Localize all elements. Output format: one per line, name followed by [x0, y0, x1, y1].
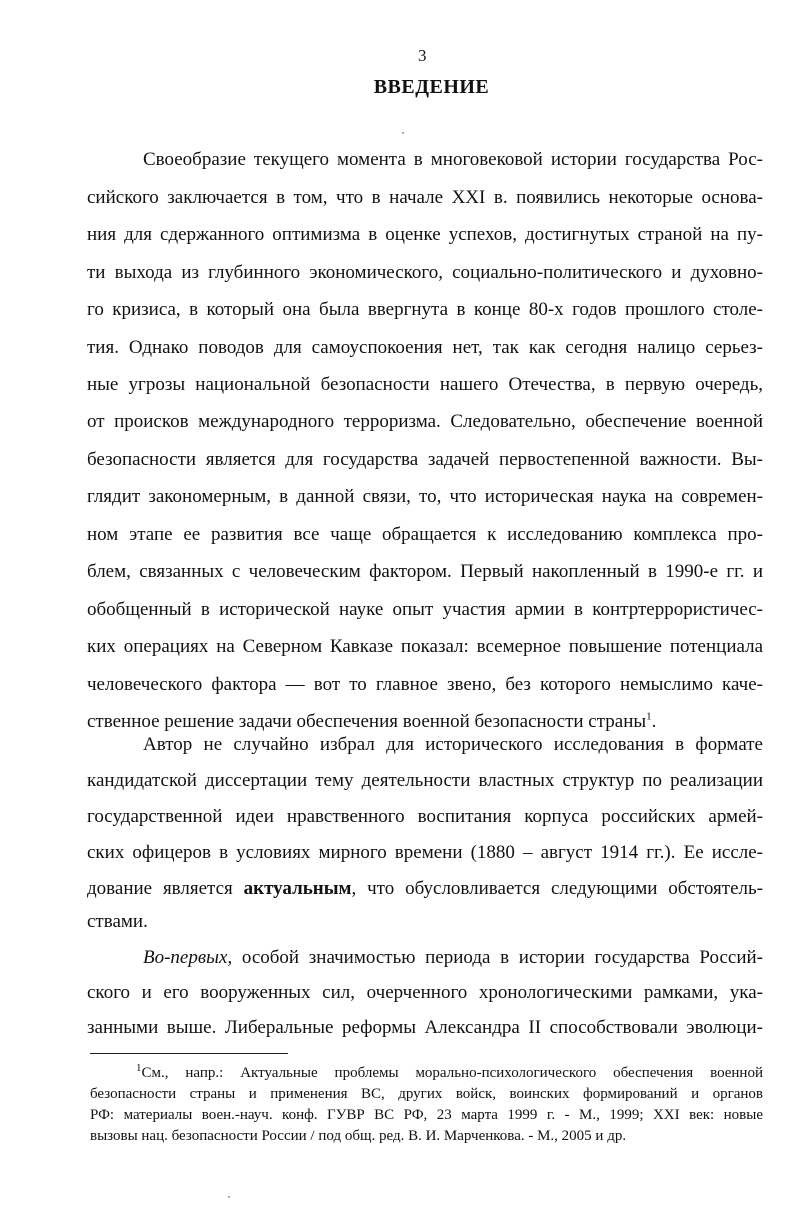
body-line: человеческого фактора — вот то главное звено, без которого немыслимо каче-: [87, 674, 763, 695]
body-line: ственное решение задачи обеспечения военной безопасности страны$^1$.: [87, 710, 657, 732]
body-line: ствами.: [87, 911, 148, 932]
footnote-separator: [90, 1053, 288, 1054]
emphasis-bold: актуальным: [243, 878, 352, 899]
body-line: ти выхода из глубинного экономического, социально-политического и духовно-: [87, 262, 763, 283]
body-line: го кризиса, в который она была ввергнута в конце 80-х годов прошлого столе-: [87, 299, 763, 320]
scan-speck: [228, 1196, 230, 1198]
body-line: занными выше. Либеральные реформы Александра II способствовали эволюци-: [87, 1017, 763, 1038]
body-line-text: особой значимостью периода в истории государства Россий-: [241, 947, 763, 968]
body-line: сийского заключается в том, что в начале XXI в. появились некоторые основа-: [87, 187, 763, 208]
footnote-reference[interactable]: 1: [646, 710, 652, 723]
body-line: тия. Однако поводов для самоуспокоения нет, так как сегодня налицо серьез-: [87, 337, 763, 358]
body-line: от происков международного терроризма. Следовательно, обеспечение военной: [87, 411, 763, 432]
page-title: ВВЕДЕНИЕ: [373, 76, 490, 98]
body-line: блем, связанных с человеческим фактором. Первый накопленный в 1990-е гг. и: [87, 561, 763, 582]
body-line: [87, 872, 763, 906]
page-number: 3: [418, 46, 427, 65]
body-line: ные угрозы национальной безопасности нашего Отечества, в первую очередь,: [87, 374, 763, 395]
body-line-text: ственное решение задачи обеспечения военной безопасности страны: [87, 711, 647, 732]
body-line: ского и его вооруженных сил, очерченного хронологическими рамками, ука-: [87, 982, 763, 1003]
body-line: ких операциях на Северном Кавказе показал: всемерное повышение потенциала: [87, 636, 763, 657]
body-line: [143, 941, 763, 975]
body-line: ном этапе ее развития все чаще обращается к исследованию комплекса про-: [87, 524, 763, 545]
body-line: кандидатской диссертации тему деятельности властных структур по реализации: [87, 770, 763, 791]
body-line: Своеобразие текущего момента в многовековой истории государства Рос-: [143, 149, 763, 170]
footnote-line: безопасности страны и применения ВС, других войск, воинских формирований и органов: [90, 1086, 763, 1102]
body-line: ния для сдержанного оптимизма в оценке успехов, достигнутых страной на пу-: [87, 224, 763, 245]
body-line: государственной идеи нравственного воспитания корпуса российских армей-: [87, 806, 763, 827]
body-line: глядит закономерным, в данной связи, то, что историческая наука на современ-: [87, 486, 763, 507]
emphasis-italic: Во-первых,: [143, 947, 233, 968]
body-line-text: дование является: [87, 878, 233, 899]
footnote-line: вызовы нац. безопасности России / под общ. ред. В. И. Марченкова. - М., 2005 и др.: [90, 1128, 627, 1144]
body-line: обобщенный в исторической науке опыт участия армии в контртеррористичес-: [87, 599, 763, 620]
body-line: безопасности является для государства задачей первостепенной важности. Вы-: [87, 449, 763, 470]
footnote-line: РФ: материалы воен.-науч. конф. ГУВР ВС РФ, 23 марта 1999 г. - М., 1999; XXI век: новые: [90, 1107, 763, 1123]
body-line: ских офицеров в условиях мирного времени (1880 – август 1914 гг.). Ее иссле-: [87, 842, 763, 863]
body-line: Автор не случайно избрал для исторического исследования в формате: [143, 734, 763, 755]
footnote-number: 1: [136, 1062, 142, 1074]
footnote-line: [136, 1063, 763, 1083]
scan-speck: [402, 132, 404, 134]
body-line-text: , что обусловливается следующими обстоятель-: [351, 878, 763, 899]
footnote-text: См., напр.: Актуальные проблемы морально-психологического обеспечения военной: [141, 1065, 763, 1081]
